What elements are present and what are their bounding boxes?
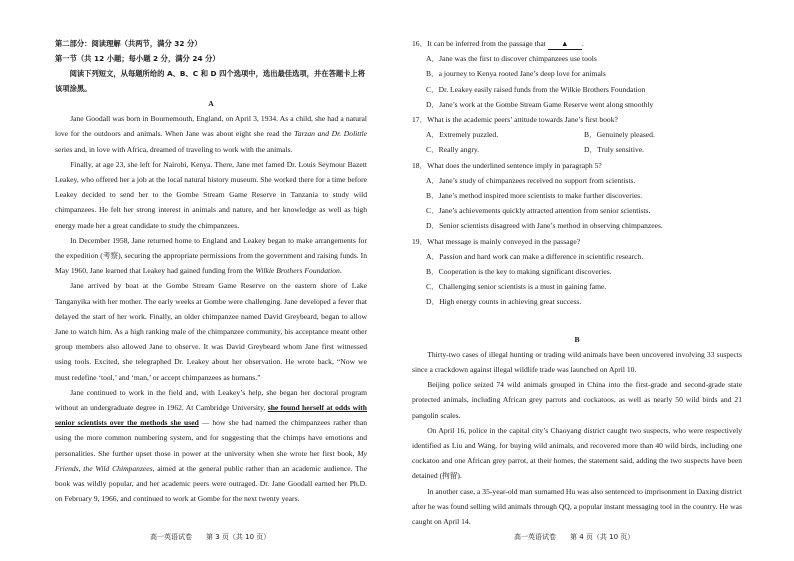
q18-option-c: C．Jane’s achievements quickly attracted attention from senior scientists. xyxy=(426,206,651,216)
q17-option-a: A．Extremely puzzled. xyxy=(426,130,499,140)
part-title: 第一节（共 12 小题；每小题 2 分，满分 24 分） xyxy=(55,54,220,63)
footer-page-4: 高一英语试卷 第 4 页（共 10 页） xyxy=(514,533,635,541)
right-page xyxy=(412,36,742,529)
passage-a-paragraph-3: In December 1958, Jane returned home to England and Leakey began to make arrangements for the expedition (考察), securing the appropriate permissions from the government and raising funds. In May 1960, Jane learned that Leakey had gained funding from the Wilkie Brothers Foundation. xyxy=(55,235,367,276)
footer-page-3: 高一英语试卷 第 3 页（共 10 页） xyxy=(150,533,271,541)
q17-option-d: D．Truly sensitive. xyxy=(584,145,645,155)
q16-option-a: A．Jane was the first to discover chimpanzees use tools xyxy=(426,54,597,64)
passage-b-label: B xyxy=(574,334,580,344)
underlined-sentence: she found herself at odds with senior scientists over the methods she used xyxy=(55,403,367,428)
left-page xyxy=(55,36,367,506)
section-title: 第二部分：阅读理解（共两节，满分 32 分） xyxy=(55,39,202,48)
passage-a-label: A xyxy=(208,99,214,108)
q19-option-d: D．High energy counts in achieving great success. xyxy=(426,297,582,307)
passage-a-paragraph-2: Finally, at age 23, she left for Nairobi, Kenya. There, Jane met famed Dr. Louis Seymour Bazett Leakey, who offered her a job at the local natural history museum. She worked there for a time before Leakey decided to send her to the Gombe Stream Game Reserve in Tanzania to study wild chimpanzees. He felt her strong interest in animals and nature, and her knowledge as well as high energy made her a great candidate to study the chimpanzees. xyxy=(55,159,367,230)
passage-b-paragraph-1: Thirty-two cases of illegal hunting or trading wild animals have been uncovered involving 33 suspects since a crackdown against illegal wildlife trade was launched on April 10. xyxy=(412,349,742,375)
q19-option-a: A．Passion and hard work can make a difference in scientific research. xyxy=(426,251,644,261)
q17-options-row-2 xyxy=(426,142,742,157)
question-17: 17．What is the academic peers’ attitude towards Jane’s first book? xyxy=(412,115,618,125)
passage-a-paragraph-4: Jane arrived by boat at the Gombe Stream Game Reserve on the eastern shore of Lake Tanganyika with her mother. The early weeks at Gombe were challenging. Jane developed a fever that delayed the start of her work. Finally, an older chimpanzee named David Greybeard, began to allow Jane to watch him. As a high ranking male of the chimpanzee community, his acceptance meant other group members also allowed Jane to observe. It was David Greybeard whom Jane first witnessed using tools. Excited, she telegraphed Dr. Leakey about her observation. He wrote back, “Now we must redefine ‘tool,’ and ‘man,’ or accept chimpanzees as humans.” xyxy=(55,281,367,382)
q17-options-row-1 xyxy=(426,127,742,142)
question-18: 18．What does the underlined sentence imply in paragraph 5? xyxy=(412,160,602,170)
q17-option-c: C．Really angry. xyxy=(426,145,480,155)
instructions: 阅读下列短文，从每题所给的 A、B、C 和 D 四个选项中，选出最佳选项，并在答题卡上将该项涂黑。 xyxy=(55,69,366,93)
answer-blank: ▲ xyxy=(548,39,582,50)
q18-option-b: B．Jane’s method inspired more scientists to make further discoveries. xyxy=(426,191,643,201)
q18-option-a: A．Jane’s study of chimpanzees received no support from scientists. xyxy=(426,175,636,185)
question-19: 19．What message is mainly conveyed in the passage? xyxy=(412,236,581,246)
passage-b-paragraph-4: In another case, a 35-year-old man surnamed Hu was also sentenced to imprisonment in Daxing district after he was found selling wild animals through QQ, a popular instant messaging tool in the country. He was caught on April 14. xyxy=(412,486,742,527)
passage-b-paragraph-2: Beijing police seized 74 wild animals grouped in China into the first-grade and second-grade state protected animals, including African grey parrots and cockatoos, as well as nearly 50 wild birds and 21 pangolin scales. xyxy=(412,380,742,420)
question-16: 16．It can be inferred from the passage that ▲ . xyxy=(412,39,584,48)
passage-a-paragraph-1: Jane Goodall was born in Bournemouth, England, on April 3, 1934. As a child, she had a natural love for the outdoors and animals. When Jane was about eight she read the Tarzan and Dr. Dolittle series and, in love with Africa, dreamed of traveling to work with the animals. xyxy=(55,114,367,154)
passage-b-paragraph-3: On April 16, police in the capital city’s Chaoyang district caught two suspects, who were respectively identified as Liu and Wang, for buying wild animals, and recovered more than 40 wild birds, including one cockatoo and one African grey parrot, at their homes, the statement said, adding the two suspects have been detained (拘留). xyxy=(412,425,742,481)
q16-option-b: B．a journey to Kenya rooted Jane’s deep love for animals xyxy=(426,69,606,79)
passage-a-paragraph-5: Jane continued to work in the field and, with Leakey’s help, she began her doctoral program without an undergraduate degree in 1962. At Cambridge University, she found herself at odds with senior scientists over the methods she used — how she had named the chimpanzees rather than using the more common numbering system, and for suggesting that the chimps have emotions and personalities. She further upset those in power at the university when she wrote her first book, My Friends, the Wild Chimpanzees, aimed at the general public rather than an academic audience. The book was wildly popular, and her academic peers were outraged. Dr. Jane Goodall earned her Ph.D. on February 9, 1966, and continued to work at Gombe for the next twenty years. xyxy=(55,387,367,504)
q19-option-c: C．Challenging senior scientists is a must in gaining fame. xyxy=(426,282,607,292)
q19-option-b: B．Cooperation is the key to making significant discoveries. xyxy=(426,267,612,277)
q16-option-d: D．Jane’s work at the Gombe Stream Game Reserve went along smoothly xyxy=(426,99,654,109)
q18-option-d: D．Senior scientists disagreed with Jane’s method in observing chimpanzees. xyxy=(426,221,663,231)
q17-option-b: B．Genuinely pleased. xyxy=(584,130,655,140)
q16-option-c: C．Dr. Leakey easily raised funds from the Wilkie Brothers Foundation xyxy=(426,84,646,94)
